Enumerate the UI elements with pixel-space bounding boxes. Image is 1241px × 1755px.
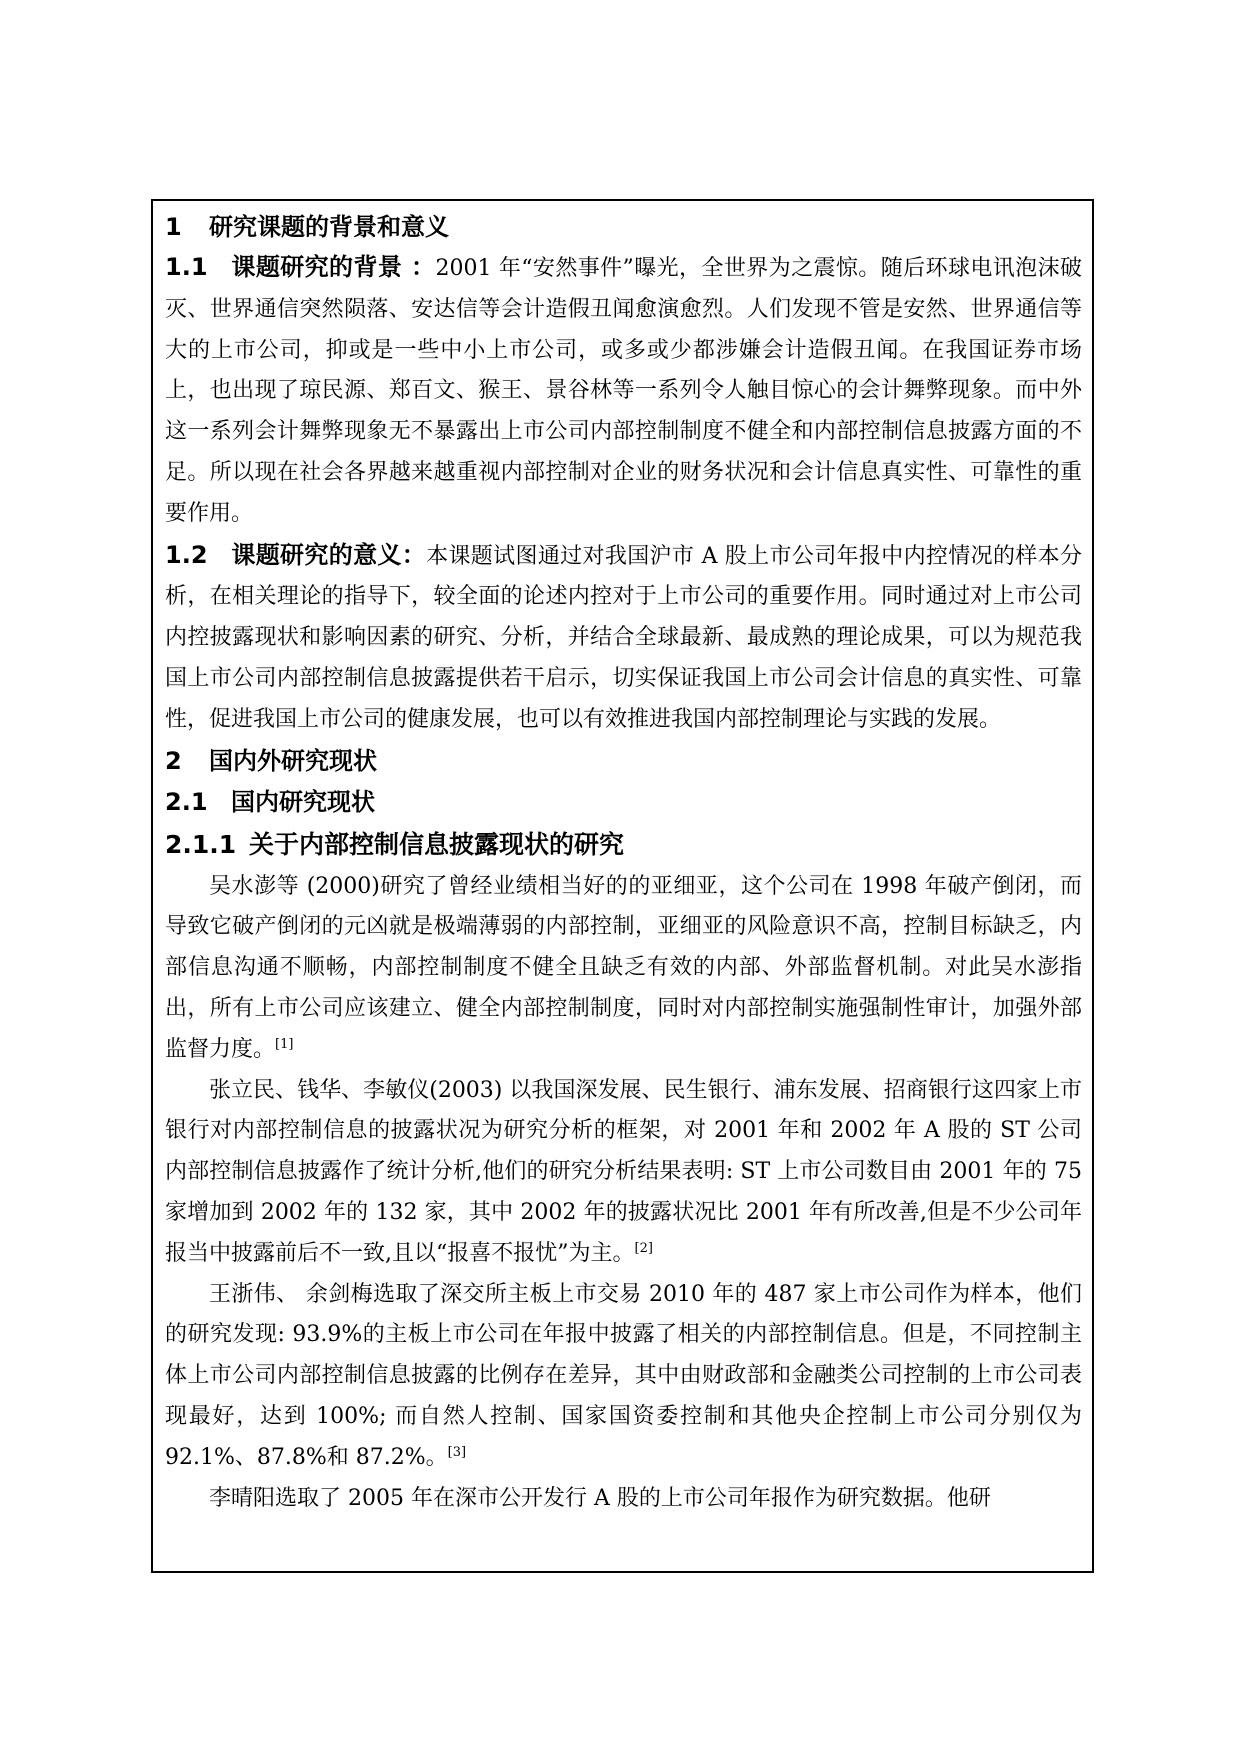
subsection-number: 2.1.1 bbox=[165, 829, 237, 859]
subsection-number: 2.1 bbox=[165, 787, 208, 816]
research-paragraph bbox=[165, 1071, 1082, 1275]
subsection-1-1-heading bbox=[165, 253, 435, 281]
subsection-1-2-heading bbox=[165, 541, 426, 569]
subsection-title: 国内研究现状 bbox=[231, 787, 375, 816]
research-paragraph bbox=[165, 867, 1082, 1071]
content-frame bbox=[151, 199, 1094, 1573]
research-paragraph bbox=[165, 1275, 1082, 1479]
citation-ref: [1] bbox=[275, 1036, 294, 1052]
paragraph-text: 王浙伟、 余剑梅选取了深交所主板上市交易 2010 年的 487 家上市公司作为样本，他们的研究发现: 93.9%的主板上市公司在年报中披露了相关的内部控制信息。但是，不同控制主体上市公司内部控制信息披露的比例存在差异，其中由财政部和金融类公司控制的上市公司表现最好，达到 100%; 而自然人控制、国家国资委控制和其他央企控制上市公司分别仅为 92.1%、87.8%和 87.2%。 bbox=[165, 1281, 1082, 1470]
paragraph-1-2 bbox=[165, 535, 1082, 741]
section-2-heading bbox=[165, 741, 1082, 781]
paragraph-text: 2001 年“安然事件”曝光，全世界为之震惊。随后环球电讯泡沫破灭、世界通信突然陨落、安达信等会计造假丑闻愈演愈烈。人们发现不管是安然、世界通信等大的上市公司，抑或是一些中小上市公司，或多或少都涉嫌会计造假丑闻。在我国证券市场上，也出现了琼民源、郑百文、猴王、景谷林等一系列令人触目惊心的会计舞弊现象。而中外这一系列会计舞弊现象无不暴露出上市公司内部控制制度不健全和内部控制信息披露方面的不足。所以现在社会各界越来越重视内部控制对企业的财务状况和会计信息真实性、可靠性的重要作用。 bbox=[165, 256, 1082, 526]
citation-ref: [3] bbox=[447, 1444, 467, 1460]
subsection-2-1-heading bbox=[165, 781, 1082, 823]
section-number: 2 bbox=[165, 746, 182, 775]
citation-ref: [2] bbox=[634, 1240, 653, 1256]
paragraph-text: 张立民、钱华、李敏仪(2003) 以我国深发展、民生银行、浦东发展、招商银行这四家上市银行对内部控制信息的披露状况为研究分析的框架，对 2001 年和 2002 年 A 股的 ST 公司内部控制信息披露作了统计分析,他们的研究分析结果表明: ST 上市公司数目由 2001 年的 75 家增加到 2002 年的 132 家，其中 2002 年的披露状况比 2001 年有所改善,但是不少公司年报当中披露前后不一致,且以“报喜不报忧”为主。 bbox=[165, 1077, 1082, 1266]
subsection-title: 关于内部控制信息披露现状的研究 bbox=[249, 829, 625, 859]
subsection-title: 课题研究的背景 ： bbox=[231, 253, 436, 281]
paragraph-1-1 bbox=[165, 247, 1082, 535]
section-1-heading bbox=[165, 207, 1082, 247]
research-paragraph bbox=[165, 1479, 1082, 1520]
section-title: 国内外研究现状 bbox=[209, 746, 377, 775]
paragraph-text: 吴水澎等 (2000)研究了曾经业绩相当好的的亚细亚，这个公司在 1998 年破产倒闭，而导致它破产倒闭的元凶就是极端薄弱的内部控制，亚细亚的风险意识不高，控制目标缺乏，内部信息沟通不顺畅，内部控制制度不健全且缺乏有效的内部、外部监督机制。对此吴水澎指出，所有上市公司应该建立、健全内部控制制度，同时对内部控制实施强制性审计，加强外部监督力度。 bbox=[165, 873, 1082, 1062]
section-title: 研究课题的背景和意义 bbox=[209, 213, 449, 241]
section-number: 1 bbox=[165, 213, 182, 241]
subsection-number: 1.2 bbox=[165, 540, 208, 569]
subsection-title: 课题研究的意义： bbox=[231, 540, 427, 569]
content-body bbox=[165, 207, 1082, 1519]
subsection-2-1-1-heading bbox=[165, 823, 1082, 867]
paragraph-text: 本课题试图通过对我国沪市 A 股上市公司年报中内控情况的样本分析，在相关理论的指导下，较全面的论述内控对于上市公司的重要作用。同时通过对上市公司内控披露现状和影响因素的研究、分析，并结合全球最新、最成熟的理论成果，可以为规范我国上市公司内部控制信息披露提供若干启示，切实保证我国上市公司会计信息的真实性、可靠性，促进我国上市公司的健康发展，也可以有效推进我国内部控制理论与实践的发展。 bbox=[165, 543, 1082, 732]
paragraph-text: 李晴阳选取了 2005 年在深市公开发行 A 股的上市公司年报作为研究数据。他研 bbox=[209, 1485, 991, 1511]
subsection-number: 1.1 bbox=[165, 253, 208, 281]
